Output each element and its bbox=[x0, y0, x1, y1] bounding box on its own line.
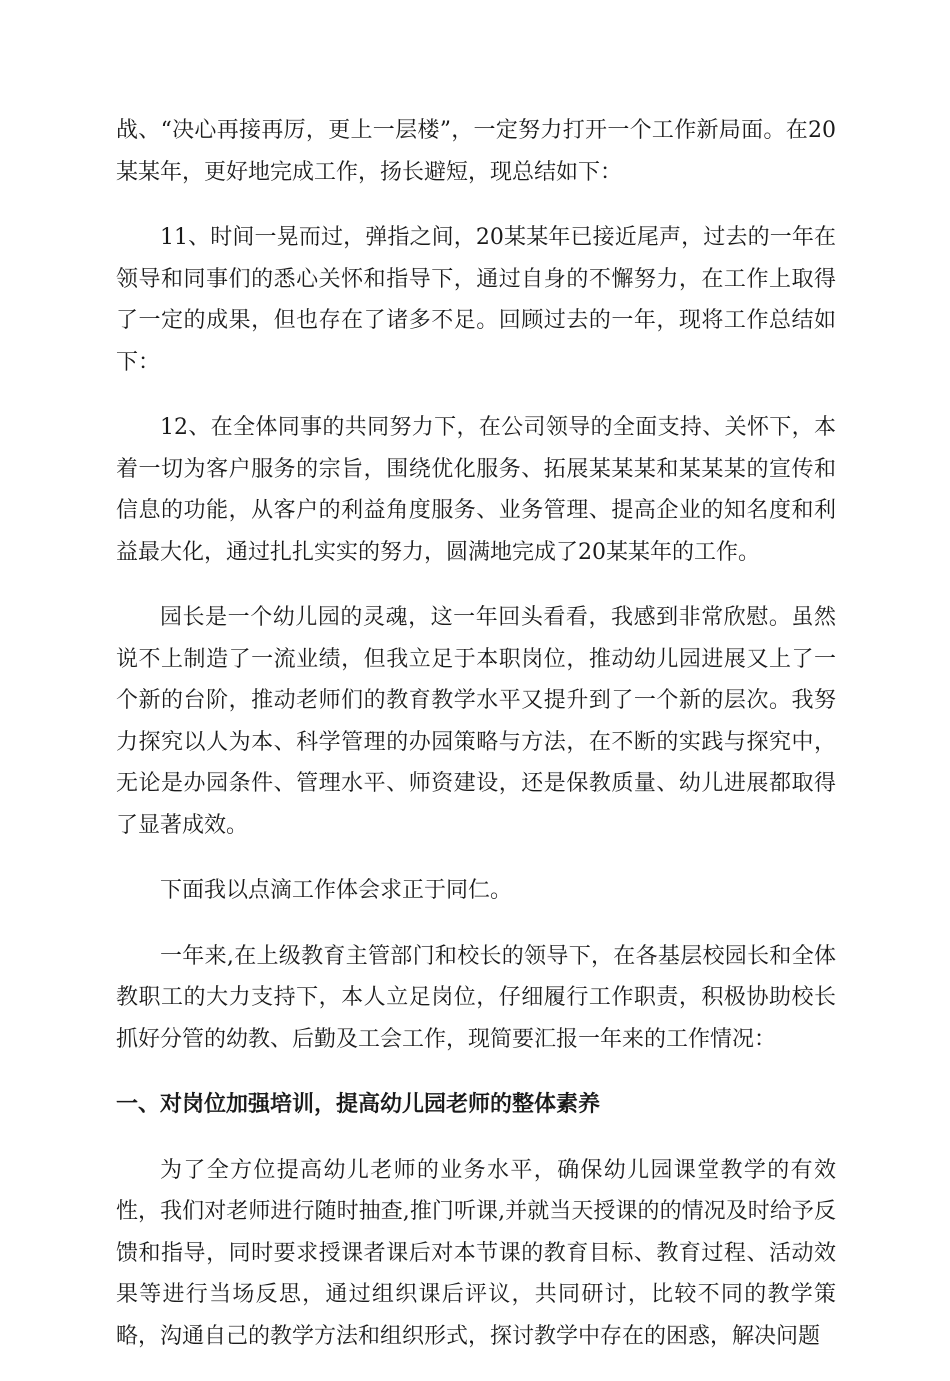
paragraph-6: 一年来,在上级教育主管部门和校长的领导下，在各基层校园长和全体教职工的大力支持下，本人立足岗位，仔细履行工作职责，积极协助校长抓好分管的幼教、后勤及工会工作，现简要汇报一年来的工作情况： bbox=[116, 943, 836, 1052]
section-heading: 一、对岗位加强培训，提高幼儿园老师的整体素养 bbox=[116, 1092, 601, 1117]
paragraph-2: 11、时间一晃而过，弹指之间，20某某年已接近尾声，过去的一年在领导和同事们的悉心关怀和指导下，通过自身的不懈努力，在工作上取得了一定的成果，但也存在了诸多不足。回顾过去的一年，现将工作总结如下： bbox=[116, 225, 836, 375]
paragraph-4: 园长是一个幼儿园的灵魂，这一年回头看看，我感到非常欣慰。虽然说不上制造了一流业绩，但我立足于本职岗位，推动幼儿园进展又上了一个新的台阶，推动老师们的教育教学水平又提升到了一个新的层次。我努力探究以人为本、科学管理的办园策略与方法，在不断的实践与探究中，无论是办园条件、管理水平、师资建设，还是保教质量、幼儿进展都取得了显著成效。 bbox=[116, 605, 836, 838]
document-body bbox=[116, 110, 836, 1381]
paragraph-5: 下面我以点滴工作体会求正于同仁。 bbox=[160, 878, 513, 903]
paragraph-3: 12、在全体同事的共同努力下，在公司领导的全面支持、关怀下，本着一切为客户服务的宗旨，围绕优化服务、拓展某某某和某某某的宣传和信息的功能，从客户的利益角度服务、业务管理、提高企业的知名度和利益最大化，通过扎扎实实的努力，圆满地完成了20某某年的工作。 bbox=[116, 415, 836, 565]
paragraph-1: 战、“决心再接再厉，更上一层楼”，一定努力打开一个工作新局面。在20某某年，更好地完成工作，扬长避短，现总结如下： bbox=[116, 118, 836, 185]
paragraph-7: 为了全方位提高幼儿老师的业务水平，确保幼儿园课堂教学的有效性，我们对老师进行随时抽查,推门听课,并就当天授课的的情况及时给予反馈和指导，同时要求授课者课后对本节课的教育目标、教育过程、活动效果等进行当场反思，通过组织课后评议，共同研讨，比较不同的教学策略，沟通自己的教学方法和组织形式，探讨教学中存在的困惑，解决问题 bbox=[116, 1157, 836, 1349]
